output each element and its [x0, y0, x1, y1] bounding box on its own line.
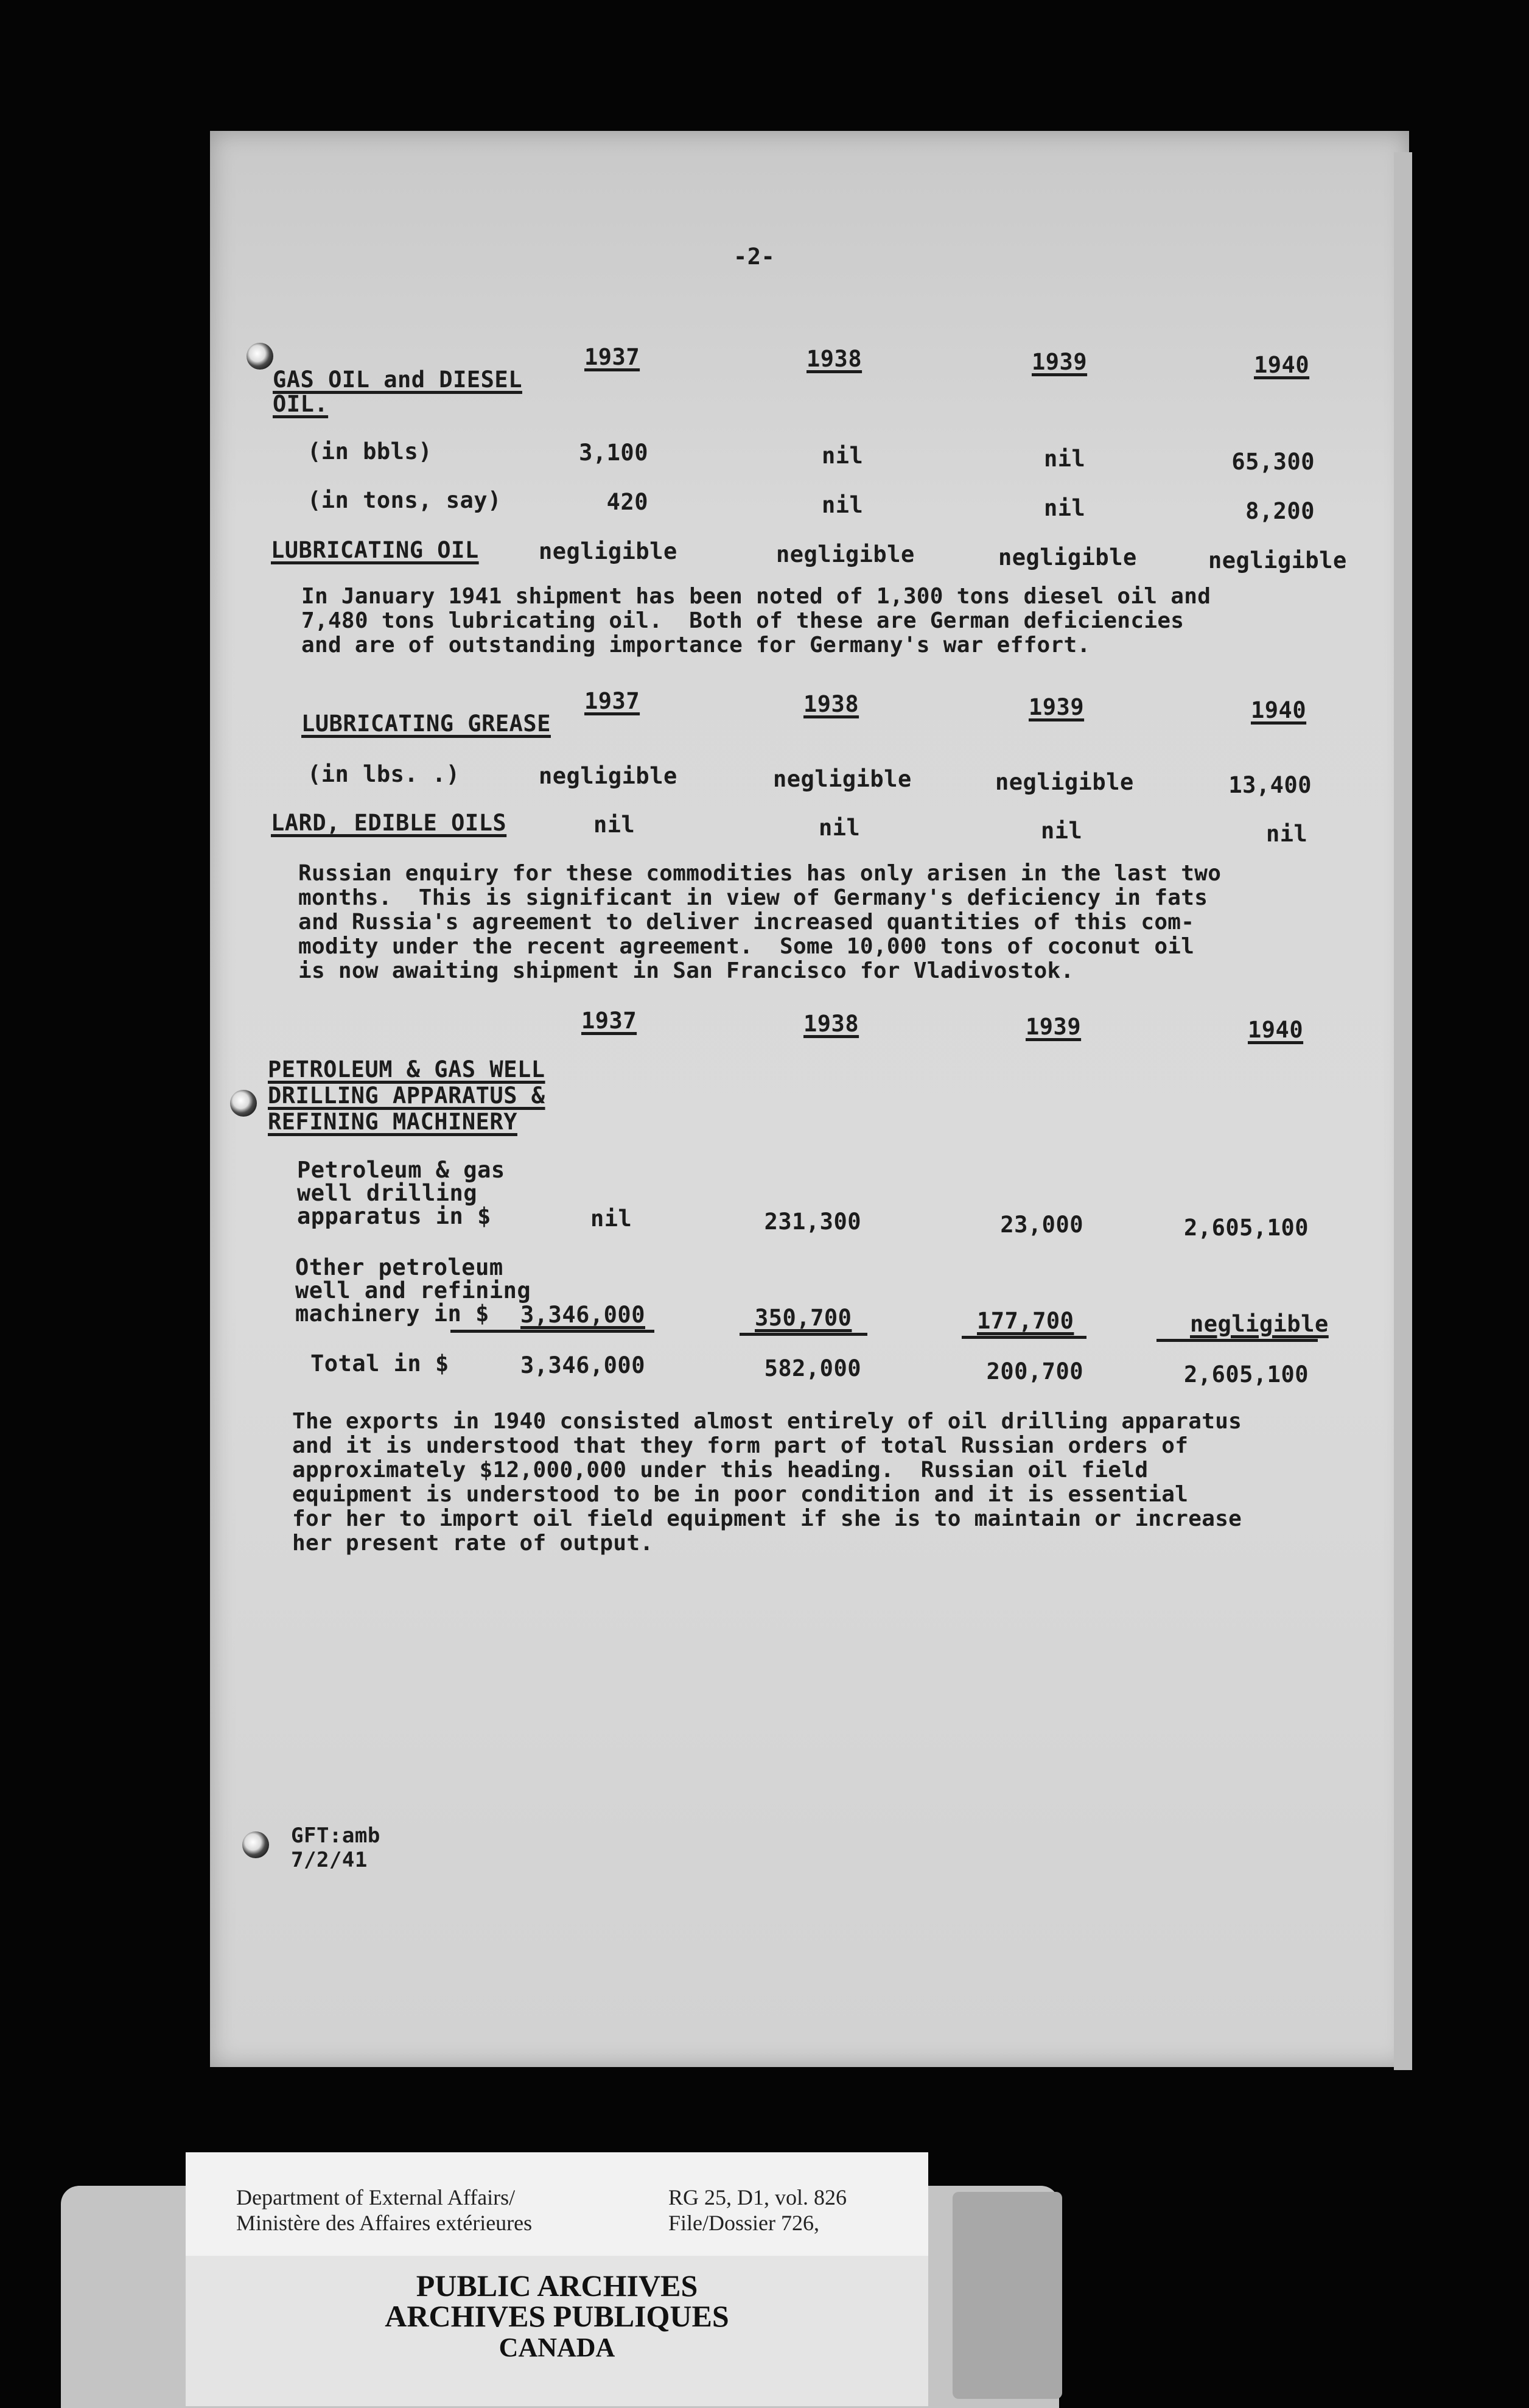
gas-oil-tons-1940: 8,200	[1245, 498, 1315, 524]
lubricating-oil-1940: negligible	[1208, 547, 1347, 574]
refining-underline-1939	[962, 1336, 1086, 1339]
drilling-1938: 231,300	[764, 1209, 861, 1235]
gas-oil-tons-label: (in tons, say)	[307, 487, 502, 513]
gas-oil-tons-1937: 420	[606, 489, 648, 515]
petroleum-heading-line3: REFINING MACHINERY	[268, 1109, 517, 1135]
year-header-1938: 1938	[806, 346, 862, 372]
record-group-ref: RG 25, D1, vol. 826	[668, 2185, 847, 2210]
drilling-label-line3: apparatus in $	[297, 1203, 491, 1229]
refining-underline-1937	[450, 1330, 654, 1333]
page-number: -2-	[733, 244, 775, 270]
refining-label-line1: Other petroleum	[295, 1254, 503, 1280]
lubricating-grease-heading: LUBRICATING GREASE	[301, 711, 551, 737]
lubricating-oil-heading: LUBRICATING OIL	[271, 537, 479, 563]
drilling-1940: 2,605,100	[1184, 1215, 1309, 1241]
refining-underline-1938	[740, 1333, 867, 1336]
paragraph-diesel-shipment: In January 1941 shipment has been noted of 1,300 tons diesel oil and 7,480 tons lubricating oil. Both of these are German deficiencies and are of outstanding importance for Germany's war effort.	[301, 584, 1211, 658]
lard-1940: nil	[1266, 821, 1308, 847]
dept-french: Ministère des Affaires extérieures	[236, 2211, 533, 2235]
refining-underline-1940	[1156, 1339, 1318, 1342]
lubricating-oil-1938: negligible	[776, 541, 915, 567]
gas-oil-tons-1939: nil	[1044, 495, 1086, 521]
archive-tab-edge	[953, 2192, 1062, 2399]
lard-heading: LARD, EDIBLE OILS	[271, 810, 507, 836]
petroleum-year-1939: 1939	[1026, 1014, 1082, 1040]
punch-hole-middle	[230, 1090, 257, 1117]
file-dossier-ref: File/Dossier 726,	[668, 2211, 819, 2235]
drilling-1937: nil	[590, 1206, 632, 1232]
year-header-1937: 1937	[584, 344, 640, 370]
refining-1939: 177,700	[977, 1308, 1074, 1334]
refining-label-line2: well and refining	[295, 1277, 531, 1304]
gas-oil-bbls-1937: 3,100	[579, 440, 648, 466]
archives-line3: CANADA	[499, 2333, 615, 2362]
drilling-label-line2: well drilling	[297, 1180, 478, 1206]
punch-hole-bottom	[242, 1831, 269, 1858]
total-label: Total in $	[310, 1350, 449, 1377]
refining-1938: 350,700	[755, 1305, 852, 1331]
refining-label-line3: machinery in $	[295, 1301, 489, 1327]
archives-line2: ARCHIVES PUBLIQUES	[385, 2299, 729, 2333]
petroleum-year-1938: 1938	[803, 1011, 859, 1037]
lard-1939: nil	[1041, 818, 1083, 844]
total-1940: 2,605,100	[1184, 1361, 1309, 1388]
year-header-1939: 1939	[1032, 349, 1088, 375]
total-1937: 3,346,000	[520, 1352, 645, 1378]
petroleum-year-1937: 1937	[581, 1008, 637, 1034]
gas-oil-heading-line2: OIL.	[273, 391, 329, 417]
lard-1937: nil	[593, 812, 635, 838]
grease-year-1939: 1939	[1029, 694, 1085, 720]
grease-year-1938: 1938	[803, 691, 859, 717]
gas-oil-tons-1938: nil	[822, 492, 864, 518]
gas-oil-bbls-1938: nil	[822, 443, 864, 469]
paragraph-russian-enquiry: Russian enquiry for these commodities has only arisen in the last two months. This is significant in view of Germany's deficiency in fats and Russia's agreement to deliver increased quantities of this com- modity under the recent agreement. Some 10,000 tons of coconut oil is now awaiting shipment in San Francisco for Vladivostok.	[298, 861, 1222, 983]
initials: GFT:amb	[291, 1824, 380, 1848]
petroleum-heading-line1: PETROLEUM & GAS WELL	[268, 1056, 545, 1083]
gas-oil-bbls-1939: nil	[1044, 446, 1086, 472]
paragraph-exports-1940: The exports in 1940 consisted almost entirely of oil drilling apparatus and it is understood that they form part of total Russian orders of approximately $12,000,000 under this heading. Russian oil field equipment is understood to be in poor condition and it is essential for her to import oil field equipment if she is to maintain or increase her present rate of output.	[292, 1409, 1242, 1556]
punch-hole-top	[247, 343, 273, 370]
drilling-1939: 23,000	[1000, 1212, 1083, 1238]
grease-1940: 13,400	[1228, 772, 1312, 798]
grease-year-1937: 1937	[584, 688, 640, 714]
total-1939: 200,700	[986, 1358, 1083, 1385]
grease-1937: negligible	[539, 763, 677, 789]
grease-1939: negligible	[995, 769, 1134, 795]
archives-line1: PUBLIC ARCHIVES	[416, 2269, 698, 2303]
grease-1938: negligible	[773, 766, 912, 792]
lard-1938: nil	[819, 815, 861, 841]
petroleum-heading-line2: DRILLING APPARATUS &	[268, 1083, 545, 1109]
grease-units-label: (in lbs. .)	[307, 761, 460, 787]
refining-1937: 3,346,000	[520, 1302, 645, 1328]
year-header-1940: 1940	[1254, 352, 1310, 378]
lubricating-oil-1937: negligible	[539, 538, 677, 564]
refining-1940: negligible	[1190, 1311, 1329, 1337]
drilling-label-line1: Petroleum & gas	[297, 1157, 505, 1183]
petroleum-year-1940: 1940	[1248, 1017, 1304, 1043]
memo-date: 7/2/41	[291, 1848, 368, 1872]
lubricating-oil-1939: negligible	[998, 544, 1137, 570]
total-1938: 582,000	[764, 1355, 861, 1381]
dept-english: Department of External Affairs/	[236, 2185, 516, 2210]
gas-oil-bbls-label: (in bbls)	[307, 438, 432, 465]
gas-oil-heading-line1: GAS OIL and DIESEL	[273, 367, 522, 393]
page-edge	[1394, 152, 1412, 2070]
gas-oil-bbls-1940: 65,300	[1231, 449, 1315, 475]
grease-year-1940: 1940	[1251, 697, 1307, 723]
